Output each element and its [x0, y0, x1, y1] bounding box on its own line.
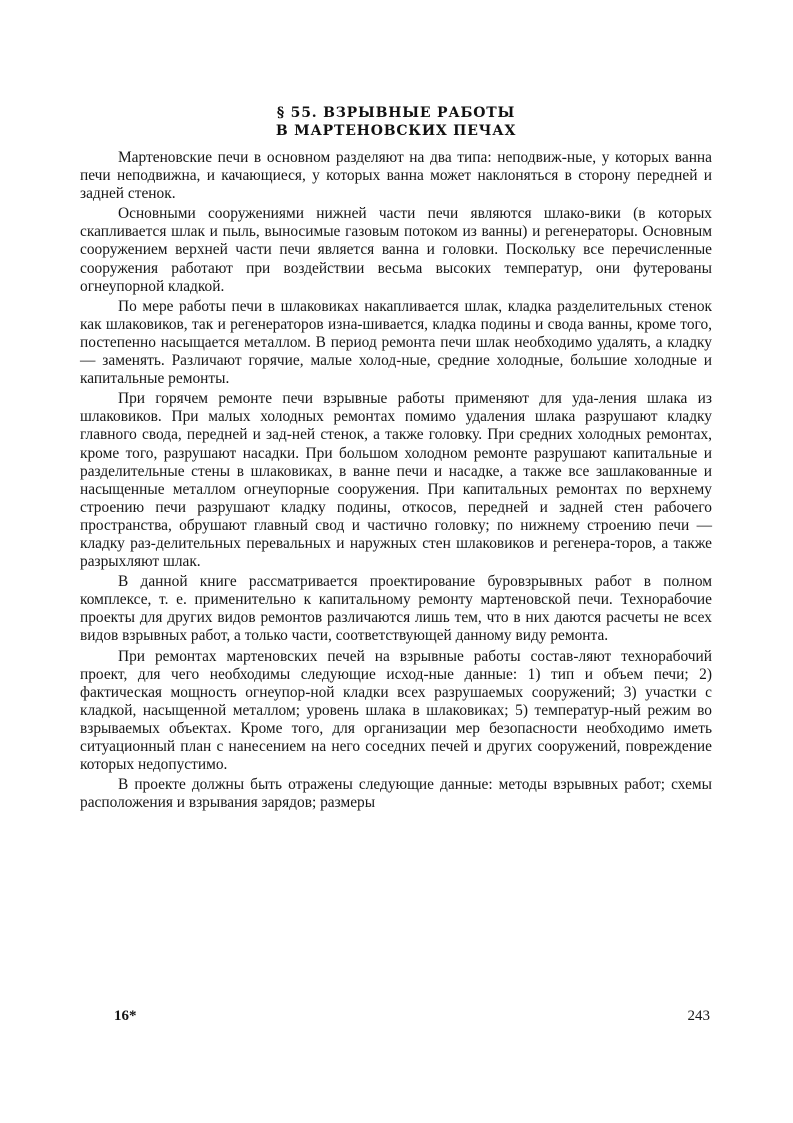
paragraph-lower-structures: Основными сооружениями нижней части печи являются шлако-вики (в которых скапливается шлак и пыль, выносимые газовым потоком из ванны) и регенераторы. Основным сооружением верхней части печи является ванна и головки. Поскольку все перечисленные сооружения работают при воздействии весьма высоких температур, они футерованы огнеупорной кладкой. — [80, 205, 712, 295]
paragraph-furnace-types: Мартеновские печи в основном разделяют на два типа: неподвиж-ные, у которых ванна печи неподвижна, и качающиеся, у которых ванна может наклоняться в сторону передней и задней стенок. — [80, 149, 712, 203]
paragraph-project-contents: В проекте должны быть отражены следующие данные: методы взрывных работ; схемы расположения и взрывания зарядов; размеры — [80, 776, 712, 812]
section-heading — [80, 104, 712, 140]
paragraph-blasting-by-repair: При горячем ремонте печи взрывные работы применяют для уда-ления шлака из шлаковиков. При малых холодных ремонтах помимо удаления шлака разрушают кладку главного свода, передней и зад-ней стенок, а также головку. При средних холодных ремонтах, кроме того, разрушают насадки. При большом холодном ремонте разрушают капитальные и разделительные стены в шлаковиках, в ванне печи и насадке, а также все зашлакованные и насыщенные металлом огнеупорные сооружения. При капитальных ремонтах по верхнему строению печи разрушают кладку подины, откосов, передней и задней стен рабочего пространства, обрушают главный свод и частично головку; по нижнему строению печи — кладку раз-делительных перевальных и наружных стен шлаковиков и регенера-торов, а также разрыхляют шлак. — [80, 390, 712, 571]
paragraph-repair-types: По мере работы печи в шлаковиках накапливается шлак, кладка разделительных стенок как шлаковиков, так и регенераторов изна-шивается, кладка подины и свода ванны, кроме того, постепенно насыщается металлом. В период ремонта печи шлак необходимо удалять, а кладку — заменять. Различают горячие, малые холод-ные, средние холодные, большие холодные и капитальные ремонты. — [80, 297, 712, 388]
section-heading-line-1: § 55. ВЗРЫВНЫЕ РАБОТЫ — [276, 105, 516, 121]
signature-mark: 16* — [114, 1008, 137, 1024]
section-heading-line-2: В МАРТЕНОВСКИХ ПЕЧАХ — [275, 123, 517, 139]
paragraph-project-inputs: При ремонтах мартеновских печей на взрывные работы состав-ляют технорабочий проект, для чего необходимы следующие исход-ные данные: 1) тип и объем печи; 2) фактическая мощность огнеупор-ной кладки всех разрушаемых сооружений; 3) участки с кладкой, насыщенной металлом; уровень шлака в шлаковиках; 5) температур-ный режим во взрываемых объектах. Кроме того, для организации мер безопасности необходимо иметь ситуационный план с нанесением на него соседних печей и других сооружений, повреждение которых недопустимо. — [80, 647, 712, 774]
page-number: 243 — [687, 1008, 710, 1024]
paragraph-book-scope: В данной книге рассматривается проектирование буровзрывных работ в полном комплексе, т. е. применительно к капитальному ремонту мартеновской печи. Технорабочие проекты для других видов ремонтов различаются лишь тем, что в них даются расчеты не всех видов взрывных работ, а только части, соответствующей данному виду ремонта. — [80, 573, 712, 645]
page-body — [80, 104, 712, 814]
